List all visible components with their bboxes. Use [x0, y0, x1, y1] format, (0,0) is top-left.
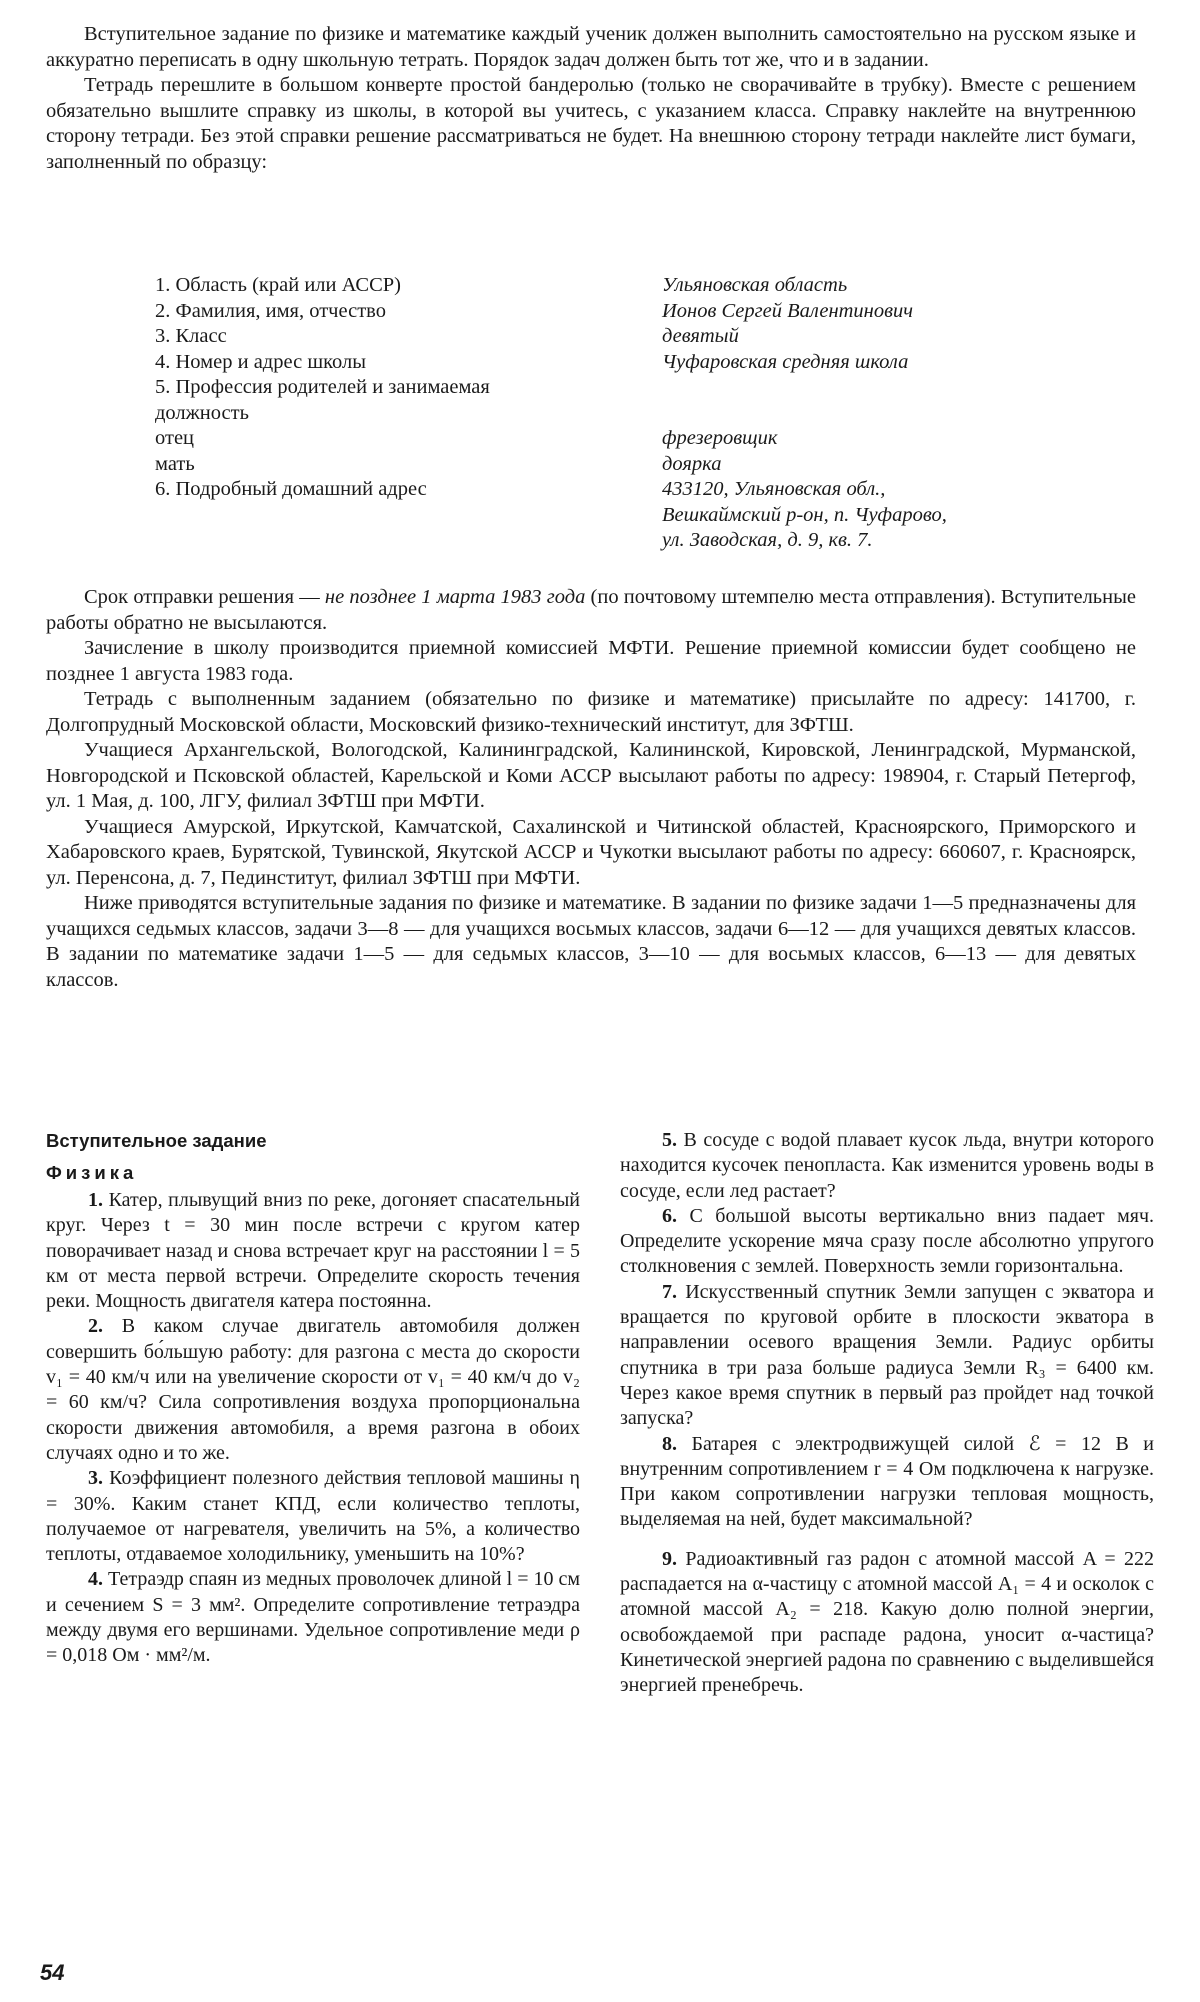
- deadline-date: не позднее 1 марта 1983 года: [324, 586, 586, 608]
- form-label: 2. Фамилия, имя, отчество: [155, 299, 386, 322]
- form-value: Ионов Сергей Валентинович: [662, 299, 914, 322]
- problem-text: Коэффициент полезного действия тепловой машины η = 30%. Каким станет КПД, если количество теплоты, получаемое от нагревателя, увеличить на 5%, а количество теплоты, отдаваемое холодильнику, уменьшить на 10%?: [46, 1467, 581, 1566]
- conclusion-paragraph: Учащиеся Амурской, Иркутской, Камчатской, Сахалинской и Читинской областей, Красноярского, Приморского и Хабаровского краев, Бурятской, Тувинской, Якутской АССР и Чукотки высылают работы по адресу: 660607, г. Красноярск, ул. Перенсона, д. 7, Пединститут, филиал ЗФТШ при МФТИ.: [46, 815, 1136, 889]
- problem: [46, 1188, 580, 1314]
- form-row: [155, 350, 1055, 376]
- form-label: [155, 528, 662, 554]
- problem: [46, 1314, 580, 1466]
- problem: [46, 1466, 580, 1567]
- intro-paragraph: Вступительное задание по физике и математике каждый ученик должен выполнить самостоятельно на русском языке и аккуратно переписать в одну школьную тетрать. Порядок задач должен быть тот же, что и в задании.: [46, 23, 1136, 71]
- right-column: [620, 1128, 1154, 1699]
- problem-number: 6.: [662, 1204, 677, 1227]
- conclusion-paragraph: Тетрадь с выполненным заданием (обязательно по физике и математике) присылайте по адресу: 141700, г. Долгопрудный Московской области, Московский физико-технический институт, для ЗФТШ.: [46, 688, 1136, 736]
- form-row: [155, 273, 1055, 299]
- conclusion-section: [46, 585, 1136, 993]
- conclusion-paragraph: Зачисление в школу производится приемной комиссией МФТИ. Решение приемной комиссии будет сообщено не позднее 1 августа 1983 года.: [46, 637, 1136, 685]
- form-row: [155, 477, 1055, 503]
- form-row: [155, 401, 1055, 427]
- problem-number: 9.: [662, 1547, 677, 1570]
- deadline-paragraph: [46, 585, 1136, 636]
- subject-heading: Физика: [46, 1162, 138, 1183]
- form-row: [155, 426, 1055, 452]
- form-value: Вешкаймский р-он, п. Чуфарово,: [662, 503, 947, 526]
- form-value: ул. Заводская, д. 9, кв. 7.: [662, 529, 873, 551]
- form-label: 1. Область (край или АССР): [155, 274, 401, 296]
- form-row: [155, 452, 1055, 478]
- form-label: 4. Номер и адрес школы: [155, 350, 367, 373]
- problem-text: Батарея с электродвижущей силой ℰ = 12 В и внутренним сопротивлением r = 4 Ом подключена к нагрузке. При каком сопротивлении нагрузки тепловая мощность, выделяемая на ней, будет максимальной?: [620, 1432, 1155, 1531]
- form-label: 3. Класс: [155, 325, 227, 347]
- form-row: [155, 299, 1055, 325]
- problem-text: В каком случае двигатель автомобиля должен совершить бо́льшую работу: для разгона с места до скорости v₁ = 40 км/ч или на увеличение скорости от v₁ = 40 км/ч до v₂ = 60 км/ч? Сила сопротивления воздуха пропорциональна скорости движения автомобиля, а время разгона в обоих случаях одно и то же.: [46, 1315, 581, 1464]
- problem-text: Радиоактивный газ радон с атомной массой A = 222 распадается на α-частицу с атомной массой A₁ = 4 и осколок с атомной массой A₂ = 218. Какую долю полной энергии, освобождаемой при распаде радона, уносит α-частица? Кинетической энергией радона по сравнению с выделившейся энергией пренебречь.: [620, 1547, 1155, 1697]
- problem-text: С большой высоты вертикально вниз падает мяч. Определите ускорение мяча сразу после абсолютно упругого столкновения с землей. Поверхность земли горизонтальна.: [620, 1204, 1155, 1278]
- section-heading: Вступительное задание: [46, 1130, 267, 1151]
- form-label: 6. Подробный домашний адрес: [155, 478, 427, 500]
- problem-text: Искусственный спутник Земли запущен с экватора и вращается по круговой орбите в плоскости экватора в направлении осевого вращения Земли. Радиус орбиты спутника в три раза больше радиуса Земли R₃ = 6400 км. Через какое время спутник в первый раз пройдет над точкой запуска?: [620, 1280, 1155, 1430]
- form-value: Ульяновская область: [662, 274, 848, 296]
- conclusion-paragraph: Ниже приводятся вступительные задания по физике и математике. В задании по физике задачи 1—5 предназначены для учащихся седьмых классов, задачи 3—8 — для учащихся восьмых классов, задачи 6—12 — для учащихся девятых классов. В задании по математике задачи 1—5 — для седьмых классов, 3—10 — для восьмых классов, 6—13 — для девятых классов.: [46, 892, 1136, 991]
- form-value: девятый: [662, 325, 739, 347]
- conclusion-paragraph: Учащиеся Архангельской, Вологодской, Калининградской, Калининской, Кировской, Ленинградской, Мурманской, Новгородской и Псковской областей, Карельской и Коми АССР высылают работы по адресу: 198904, г. Старый Петергоф, ул. 1 Мая, д. 100, ЛГУ, филиал ЗФТШ при МФТИ.: [46, 739, 1136, 812]
- form-row: [155, 528, 1055, 554]
- sample-form: [155, 273, 1055, 554]
- form-value: Чуфаровская средняя школа: [662, 350, 909, 373]
- left-column: [46, 1128, 580, 1669]
- problem-number: 3.: [88, 1467, 103, 1490]
- form-value: фрезеровщик: [662, 427, 778, 449]
- problem-number: 1.: [88, 1189, 103, 1211]
- problem: [620, 1204, 1154, 1280]
- form-row: [155, 375, 1055, 401]
- form-label: 5. Профессия родителей и занимаемая: [155, 376, 490, 398]
- problem: [46, 1567, 580, 1668]
- problem-number: 7.: [662, 1280, 677, 1303]
- form-label: [155, 503, 662, 529]
- problem-text: Тетраэдр спаян из медных проволочек длиной l = 10 см и сечением S = 3 мм². Определите сопротивление тетраэдра между двумя его вершинами. Удельное сопротивление меди ρ = 0,018 Ом · мм²/м.: [46, 1568, 581, 1667]
- deadline-text: (по почтовому штемпелю места отправления). Вступительные работы обратно не высылаются.: [46, 586, 1136, 634]
- intro-paragraph: Тетрадь перешлите в большом конверте простой бандеролью (только не сворачивайте в трубку). Вместе с решением обязательно вышлите справку из школы, в которой вы учитесь, с указанием класса. Справку наклейте на внутреннюю сторону тетради. Без этой справки решение рассматриваться не будет. На внешнюю сторону тетради наклейте лист бумаги, заполненный по образцу:: [46, 74, 1136, 173]
- problem-text: Катер, плывущий вниз по реке, догоняет спасательный круг. Через t = 30 мин после встречи с кругом катер поворачивает назад и снова встречает круг на расстоянии l = 5 км от места первой встречи. Определите скорость течения реки. Мощность двигателя катера постоянна.: [46, 1189, 580, 1313]
- problem: [620, 1280, 1154, 1432]
- problem-number: 2.: [88, 1315, 103, 1338]
- form-value: [662, 401, 1055, 427]
- form-label: отец: [155, 427, 195, 449]
- form-row: [155, 324, 1055, 350]
- problem: [620, 1432, 1154, 1533]
- intro-section: [46, 22, 1136, 175]
- form-value: [662, 375, 1055, 401]
- form-value: доярка: [662, 452, 722, 475]
- problem-number: 8.: [662, 1432, 677, 1455]
- problem-text: В сосуде с водой плавает кусок льда, внутри которого находится кусочек пенопласта. Как изменится уровень воды в сосуде, если лед растает?: [620, 1129, 1155, 1202]
- page-number: 54: [40, 1960, 65, 1985]
- form-label: мать: [155, 452, 195, 475]
- form-value: 433120, Ульяновская обл.,: [662, 478, 886, 500]
- deadline-text: Срок отправки решения —: [84, 586, 325, 608]
- problem-number: 5.: [662, 1129, 677, 1151]
- problem: [620, 1547, 1154, 1699]
- problem: [620, 1128, 1154, 1204]
- problem-number: 4.: [88, 1568, 103, 1591]
- form-row: [155, 503, 1055, 529]
- form-label: должность: [155, 401, 249, 424]
